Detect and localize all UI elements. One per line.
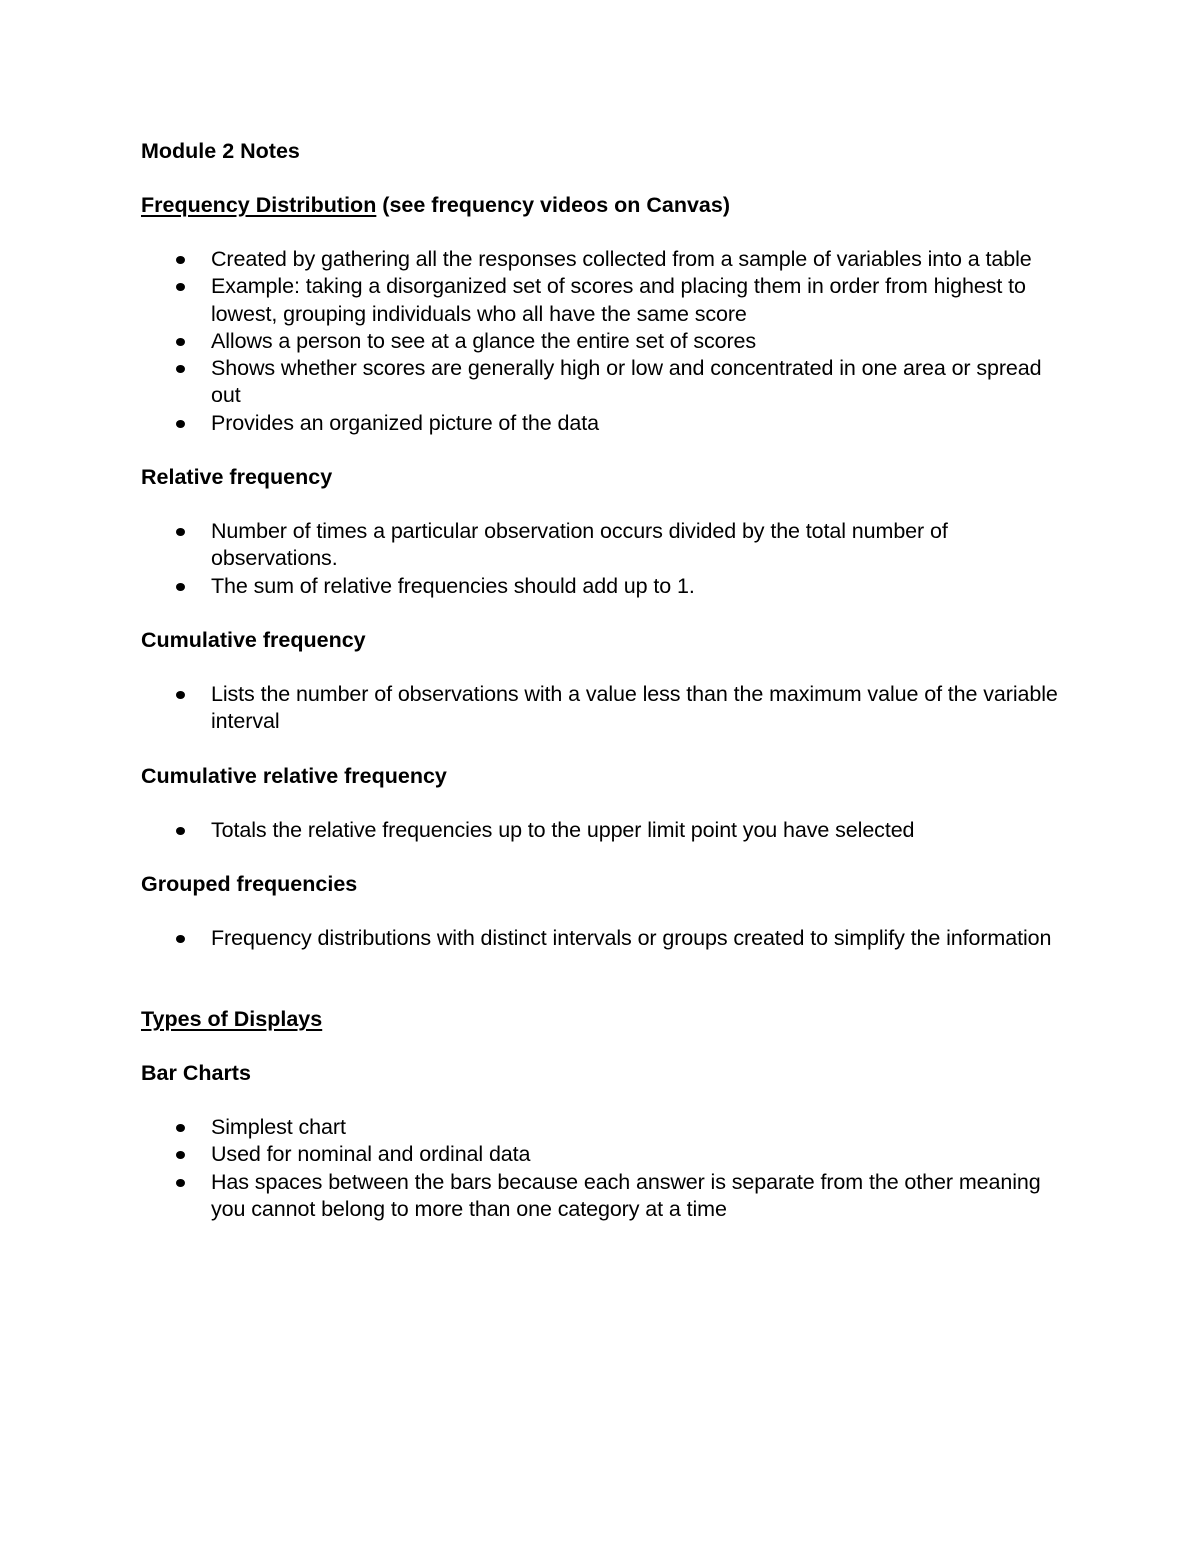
list-item-text: Created by gathering all the responses collected from a sample of variables into a table bbox=[211, 247, 1032, 271]
section-heading: Grouped frequencies bbox=[141, 871, 358, 896]
list-item-text: Example: taking a disorganized set of scores and placing them in order from highest to lowest, grouping individuals who all have the same score bbox=[211, 274, 1026, 326]
heading-rest-text: (see frequency videos on Canvas) bbox=[376, 193, 731, 217]
list-item-text: Lists the number of observations with a value less than the maximum value of the variable interval bbox=[211, 681, 1058, 734]
bullet-dot-icon bbox=[176, 691, 185, 699]
list-item bbox=[141, 1141, 1061, 1168]
list-item-text: Has spaces between the bars because each answer is separate from the other meaning you cannot belong to more than one category at a time bbox=[211, 1169, 1041, 1222]
list-item bbox=[141, 518, 1061, 573]
list-item-text: The sum of relative frequencies should add up to 1. bbox=[211, 573, 695, 598]
list-item bbox=[141, 817, 1061, 844]
bullet-dot-icon bbox=[176, 365, 185, 373]
list-item bbox=[141, 355, 1061, 410]
bullet-dot-icon bbox=[176, 827, 185, 835]
document-page bbox=[141, 138, 1061, 1250]
section-types-of-displays bbox=[141, 1006, 1061, 1033]
list-item-text: Allows a person to see at a glance the entire set of scores bbox=[211, 328, 757, 353]
list-item-text: Used for nominal and ordinal data bbox=[211, 1142, 531, 1167]
section-frequency-distribution bbox=[141, 192, 1061, 437]
section-heading bbox=[141, 1006, 1061, 1033]
section-heading bbox=[141, 192, 1061, 219]
list-item-text: Provides an organized picture of the data bbox=[211, 410, 599, 435]
section-heading: Cumulative frequency bbox=[141, 627, 366, 652]
list-item-text: Totals the relative frequencies up to the upper limit point you have selected bbox=[211, 817, 915, 842]
list-item bbox=[141, 273, 1061, 328]
section-cumulative-frequency bbox=[141, 627, 1061, 736]
heading-underlined-text: Frequency Distribution bbox=[141, 193, 377, 217]
bullet-dot-icon bbox=[176, 1151, 185, 1159]
bullet-dot-icon bbox=[176, 420, 185, 428]
list-item bbox=[141, 1114, 1061, 1141]
list-item bbox=[141, 573, 1061, 600]
bullet-list bbox=[141, 246, 1061, 437]
bullet-dot-icon bbox=[176, 935, 185, 943]
section-grouped-frequencies bbox=[141, 871, 1061, 952]
heading-underlined-text: Types of Displays bbox=[141, 1007, 323, 1032]
bullet-list bbox=[141, 1114, 1061, 1223]
section-relative-frequency bbox=[141, 464, 1061, 600]
list-item-text: Shows whether scores are generally high or low and concentrated in one area or spread out bbox=[211, 356, 1042, 408]
section-bar-charts bbox=[141, 1060, 1061, 1223]
blank-line bbox=[141, 979, 1061, 1006]
list-item bbox=[141, 328, 1061, 355]
bullet-dot-icon bbox=[176, 338, 185, 346]
bullet-dot-icon bbox=[176, 283, 185, 291]
bullet-list bbox=[141, 925, 1061, 952]
list-item-text: Simplest chart bbox=[211, 1115, 346, 1140]
bullet-dot-icon bbox=[176, 256, 185, 264]
document-title: Module 2 Notes bbox=[141, 139, 300, 163]
list-item-text: Number of times a particular observation occurs divided by the total number of observations. bbox=[211, 519, 948, 571]
section-cumulative-relative-frequency bbox=[141, 763, 1061, 844]
list-item bbox=[141, 410, 1061, 437]
bullet-list bbox=[141, 518, 1061, 600]
bullet-dot-icon bbox=[176, 1179, 185, 1187]
section-heading: Cumulative relative frequency bbox=[141, 763, 447, 788]
list-item bbox=[141, 925, 1061, 952]
list-item bbox=[141, 246, 1061, 273]
bullet-dot-icon bbox=[176, 1124, 185, 1132]
list-item bbox=[141, 1169, 1061, 1224]
list-item bbox=[141, 681, 1061, 736]
bullet-dot-icon bbox=[176, 528, 185, 536]
section-heading: Relative frequency bbox=[141, 465, 333, 490]
bullet-list bbox=[141, 817, 1061, 844]
section-heading: Bar Charts bbox=[141, 1061, 251, 1086]
bullet-dot-icon bbox=[176, 583, 185, 591]
bullet-list bbox=[141, 681, 1061, 736]
list-item-text: Frequency distributions with distinct intervals or groups created to simplify the information bbox=[211, 925, 1052, 950]
